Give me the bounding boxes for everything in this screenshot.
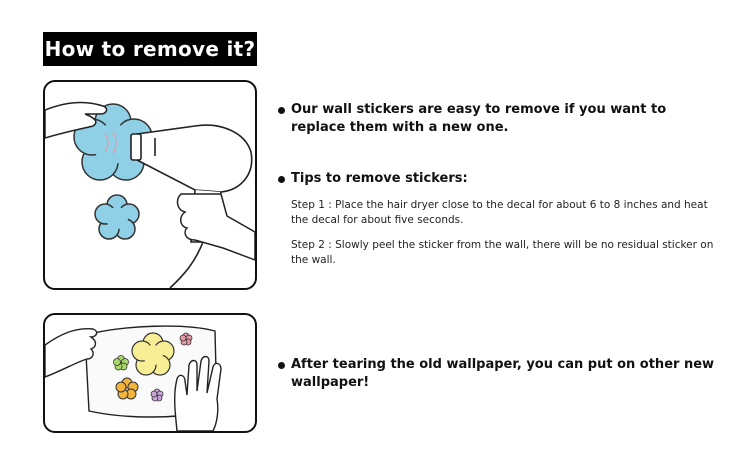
- bullet-dot: [278, 362, 285, 369]
- bullet-dot: [278, 107, 285, 114]
- new-wallpaper-illustration: [43, 313, 257, 433]
- point-text: After tearing the old wallpaper, you can put on other new wallpaper!: [291, 357, 715, 390]
- hair-dryer-illustration: [43, 80, 257, 290]
- blue-flower-small: [95, 195, 139, 239]
- step-text: Step 1 : Place the hair dryer close to the decal for about 6 to 8 inches and heat the decal for about five seconds.: [291, 199, 708, 226]
- page-title: How to remove it?: [43, 32, 257, 66]
- bullet-dot: [278, 176, 285, 183]
- right-hand: [178, 194, 255, 260]
- point-text: Tips to remove stickers:: [291, 171, 468, 186]
- point-text: Our wall stickers are easy to remove if you want to replace them with a new one.: [291, 102, 667, 135]
- step-text: Step 2 : Slowly peel the sticker from the wall, there will be no residual sticker on the wall.: [291, 239, 714, 266]
